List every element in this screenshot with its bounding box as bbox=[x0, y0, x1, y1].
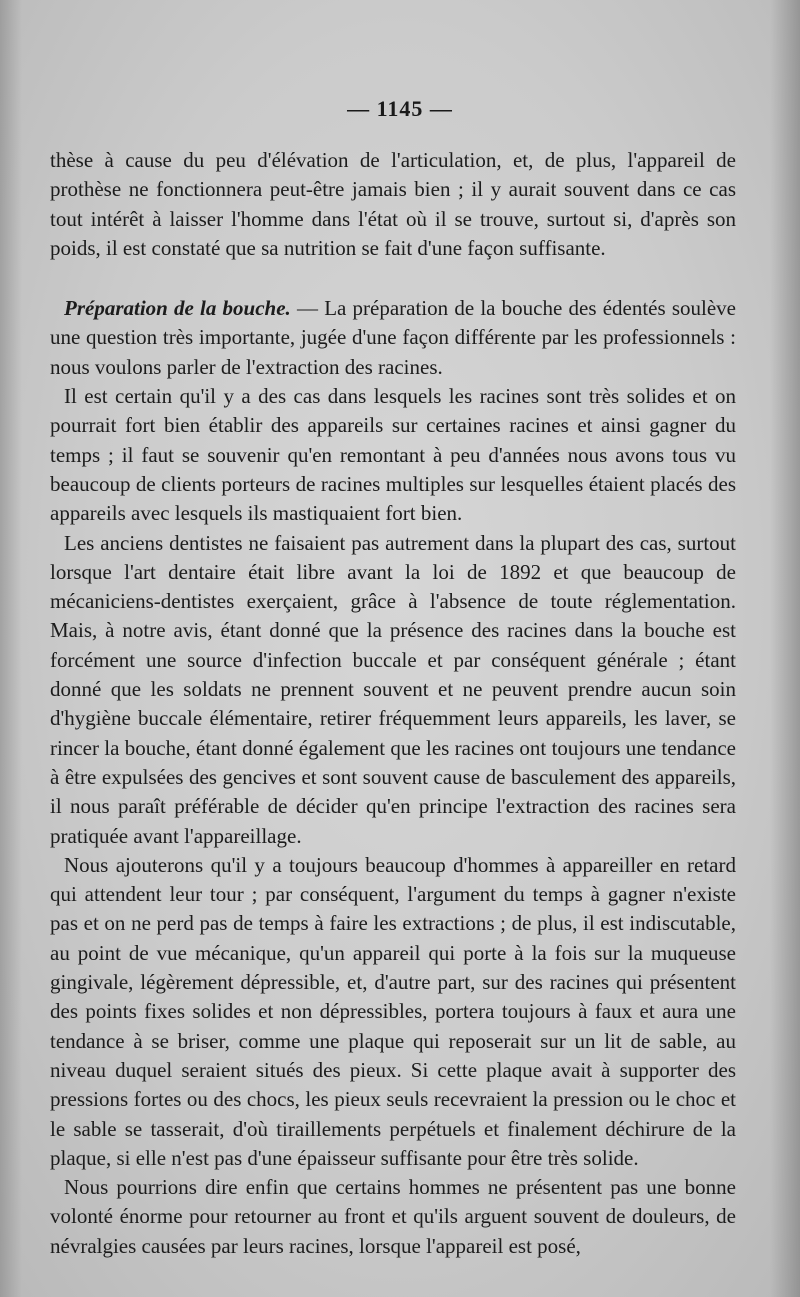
paragraph-racines-solides: Il est certain qu'il y a des cas dans lesquels les racines sont très solides et on pourrait fort bien établir des appareils sur certaines racines et ainsi gagner du temps ; il faut se souvenir qu'en remontant à peu d'années nous avons tous vu beaucoup de clients porteurs de racines multiples sur lesquelles étaient placés des appareils avec lesquels ils mastiquaient fort bien. bbox=[50, 384, 736, 526]
section-title: Préparation de la bouche. bbox=[64, 296, 291, 321]
page-number: — 1145 — bbox=[347, 96, 453, 121]
page-edge-shadow-left bbox=[0, 0, 22, 1297]
body-text bbox=[50, 146, 736, 1261]
page-edge-shadow-right bbox=[770, 0, 800, 1297]
paragraph-anciens-dentistes: Les anciens dentistes ne faisaient pas autrement dans la plupart des cas, surtout lorsque l'art dentaire était libre avant la loi de 1892 et que beaucoup de mécaniciens-dentistes exerçaient, grâce à l'absence de toute réglementation. Mais, à notre avis, étant donné que la présence des racines dans la bouche est forcément une source d'infection buccale et par conséquent générale ; étant donné que les soldats ne prennent souvent et ne peuvent prendre aucun soin d'hygiène buccale élémentaire, retirer fréquemment leurs appareils, les laver, se rincer la bouche, étant donné également que les racines ont toujours une tendance à être expulsées des gencives et sont souvent cause de basculement des appareils, il nous paraît préférable de décider qu'en principe l'extraction des racines sera pratiquée avant l'appareillage. bbox=[50, 530, 736, 848]
paragraph-continuation: thèse à cause du peu d'élévation de l'articulation, et, de plus, l'appareil de prothèse ne fonctionnera peut-être jamais bien ; il y aurait souvent dans ce cas tout intérêt à laisser l'homme dans l'état où il se trouve, surtout si, d'après son poids, il est constaté que sa nutrition se fait d'une façon suffisante. bbox=[50, 148, 736, 260]
paragraph-preparation bbox=[50, 294, 736, 382]
paragraph-nous-pourrions: Nous pourrions dire enfin que certains hommes ne présentent pas une bonne volonté énorme pour retourner au front et qu'ils arguent souvent de douleurs, de névralgies causées par leurs racines, lorsque l'appareil est posé, bbox=[50, 1175, 736, 1258]
paragraph-nous-ajouterons: Nous ajouterons qu'il y a toujours beaucoup d'hommes à appareiller en retard qui attendent leur tour ; par conséquent, l'argument du temps à gagner n'existe pas et on ne perd pas de temps à faire les extractions ; de plus, il est indiscutable, au point de vue mécanique, qu'un appareil qui porte à la fois sur la muqueuse gingivale, légèrement dépressible, et, d'autre part, sur des racines qui présentent des points fixes solides et non dépressibles, portera toujours à faux et aura une tendance à se briser, comme une plaque qui reposerait sur un lit de sable, au niveau duquel seraient situés des pieux. Si cette plaque avait à supporter des pressions fortes ou des chocs, les pieux seuls recevraient la pression ou le choc et le sable se tasserait, d'où tiraillements perpétuels et finalement déchirure de la plaque, si elle n'est pas d'une épaisseur suffisante pour être très solide. bbox=[50, 852, 736, 1170]
paragraph-text: — La préparation de la bouche des édentés soulève une question très importante, jugée d'une façon différente par les professionnels : nous voulons parler de l'extraction des racines. bbox=[50, 296, 736, 379]
